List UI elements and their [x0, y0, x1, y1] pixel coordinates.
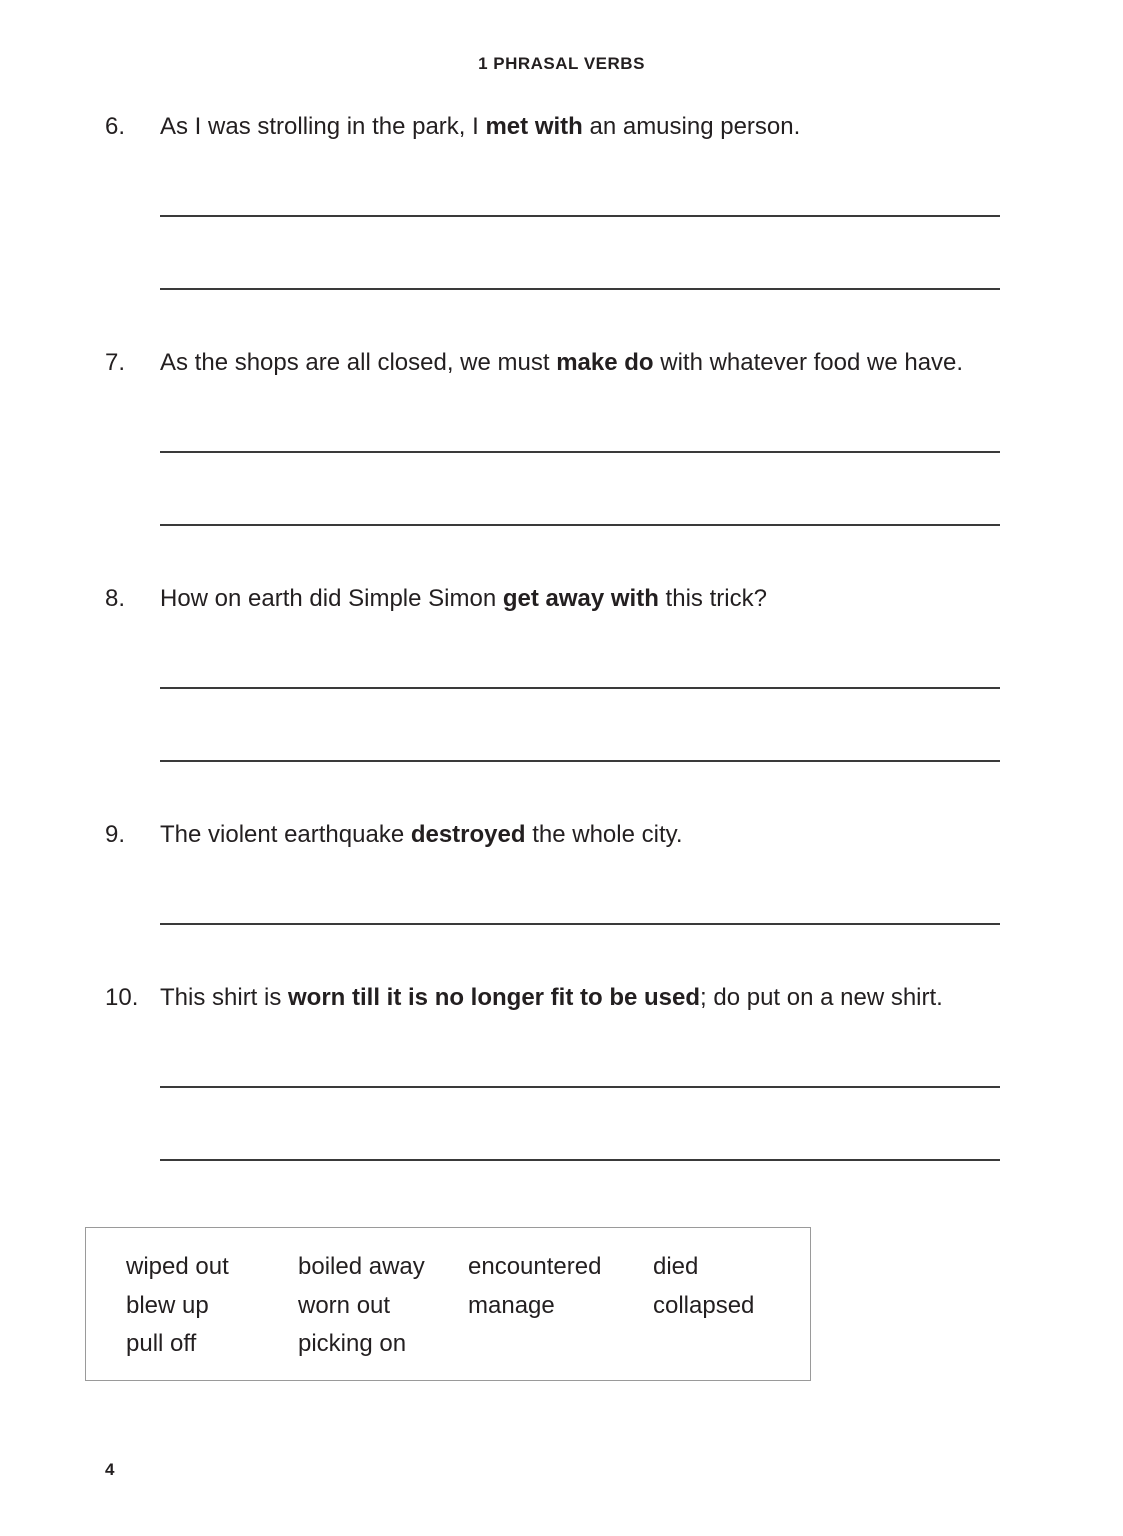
word-bank-item: wiped out: [126, 1253, 229, 1281]
word-bank-empty-cell: [653, 1325, 790, 1362]
questions: [0, 74, 1123, 1161]
word-bank-item: died: [653, 1253, 699, 1281]
question-text: The violent earthquake destroyed the whole city.: [160, 821, 683, 849]
question-text: How on earth did Simple Simon get away with this trick?: [160, 585, 767, 613]
answer-line: [160, 453, 1000, 526]
word-bank-item: blew up: [126, 1291, 209, 1319]
question-item: [105, 346, 1000, 526]
answer-line: [160, 616, 1000, 689]
page-number: 4: [105, 1460, 115, 1479]
answer-area: [160, 1015, 1000, 1161]
question-text: As I was strolling in the park, I met with an amusing person.: [160, 113, 801, 140]
word-bank-item: worn out: [298, 1291, 391, 1319]
answer-line: [160, 1015, 1000, 1088]
answer-area: [160, 852, 1000, 925]
question-number: 6.: [105, 113, 126, 140]
word-bank-grid: [126, 1248, 790, 1362]
question-item: [105, 981, 1000, 1161]
answer-line: [160, 1088, 1000, 1161]
question-text: As the shops are all closed, we must make do with whatever food we have.: [160, 349, 964, 377]
question-item: [105, 110, 1000, 290]
question-number: 10.: [105, 984, 139, 1012]
question-number: 9.: [105, 821, 126, 849]
question-item: [105, 582, 1000, 762]
question-body: [160, 582, 1000, 762]
question-body: [160, 346, 1000, 526]
word-bank-item: pull off: [126, 1329, 197, 1357]
word-bank-item: boiled away: [298, 1253, 425, 1281]
question-body: [160, 981, 1000, 1161]
word-bank-empty-cell: [468, 1325, 653, 1362]
question-number: 8.: [105, 585, 126, 613]
word-bank-item: picking on: [298, 1329, 407, 1357]
page-header: [0, 0, 1123, 74]
answer-line: [160, 852, 1000, 925]
answer-line: [160, 217, 1000, 290]
question-body: [160, 110, 1000, 290]
answer-area: [160, 616, 1000, 762]
word-bank-item: encountered: [468, 1253, 602, 1281]
answer-line: [160, 144, 1000, 217]
question-body: [160, 818, 1000, 925]
answer-line: [160, 689, 1000, 762]
page-title: 1 PHRASAL VERBS: [478, 54, 645, 73]
answer-line: [160, 380, 1000, 453]
question-number: 7.: [105, 349, 126, 377]
word-bank-item: collapsed: [653, 1291, 755, 1319]
answer-area: [160, 380, 1000, 526]
question-item: [105, 818, 1000, 925]
answer-area: [160, 144, 1000, 290]
question-text: This shirt is worn till it is no longer fit to be used; do put on a new shirt.: [160, 984, 943, 1012]
word-bank: [85, 1227, 811, 1381]
word-bank-item: manage: [468, 1291, 555, 1319]
